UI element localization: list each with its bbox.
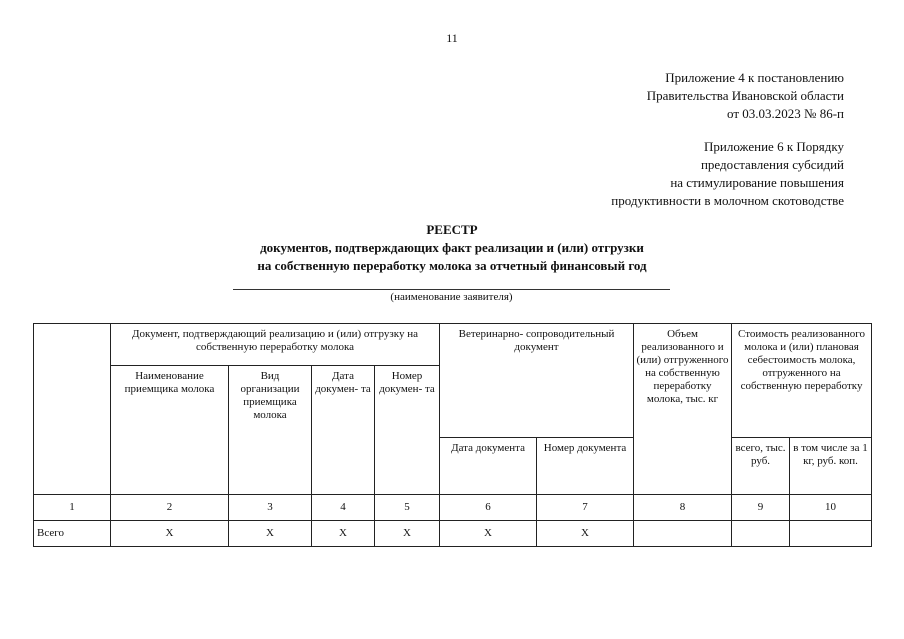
- header-doc-group: Документ, подтверждающий реализацию и (или) отгрузку на собственную переработку молока: [111, 324, 440, 366]
- column-number: 3: [229, 495, 312, 521]
- column-number: 5: [375, 495, 440, 521]
- appendix-line: Правительства Ивановской области: [646, 88, 844, 103]
- appendix-line: Приложение 6 к Порядку: [704, 139, 844, 154]
- total-row: [34, 521, 872, 547]
- column-number: 7: [537, 495, 634, 521]
- appendix-line: Приложение 4 к постановлению: [665, 70, 844, 85]
- column-number: 9: [732, 495, 790, 521]
- column-number: 4: [312, 495, 375, 521]
- column-numbers-row: [34, 495, 872, 521]
- header-per-kg: в том числе за 1 кг, руб. коп.: [790, 438, 872, 495]
- header-vet-date: Дата документа: [440, 438, 537, 495]
- total-cell: [732, 521, 790, 547]
- appendix-header-procedure: [611, 138, 844, 210]
- title-line: на собственную переработку молока за отчетный финансовый год: [257, 258, 647, 273]
- header-receiver: Наименование приемщика молока: [111, 366, 229, 495]
- document-title: [0, 221, 904, 275]
- total-cell: Х: [312, 521, 375, 547]
- column-number: 10: [790, 495, 872, 521]
- appendix-line: на стимулирование повышения: [670, 175, 844, 190]
- header-empty-cell: [34, 324, 111, 495]
- header-volume: Объем реализованного и (или) отгруженного на собственную переработку молока, тыс. кг: [634, 324, 732, 495]
- header-cost-group: Стоимость реализованного молока и (или) плановая себестоимость молока, отгруженного на собственную переработку: [732, 324, 872, 438]
- column-number: 2: [111, 495, 229, 521]
- total-cell: Х: [440, 521, 537, 547]
- column-number: 1: [34, 495, 111, 521]
- appendix-line: от 03.03.2023 № 86-п: [727, 106, 844, 121]
- applicant-caption: (наименование заявителя): [390, 291, 513, 303]
- header-vet-number: Номер документа: [537, 438, 634, 495]
- total-cell: Х: [111, 521, 229, 547]
- header-row-groups: [34, 324, 872, 366]
- title-line: документов, подтверждающих факт реализации и (или) отгрузки: [260, 240, 644, 255]
- header-vet-group: Ветеринарно- сопроводительный документ: [440, 324, 634, 438]
- page-number: 11: [446, 31, 458, 45]
- appendix-line: продуктивности в молочном скотоводстве: [611, 193, 844, 208]
- column-number: 8: [634, 495, 732, 521]
- total-cell: [790, 521, 872, 547]
- applicant-name-line: [233, 289, 670, 290]
- total-label: Всего: [34, 521, 111, 547]
- registry-table: [33, 323, 872, 547]
- header-org-type: Вид организации приемщика молока: [229, 366, 312, 495]
- total-cell: Х: [537, 521, 634, 547]
- column-number: 6: [440, 495, 537, 521]
- appendix-header-decree: [647, 69, 844, 123]
- header-total: всего, тыс. руб.: [732, 438, 790, 495]
- appendix-line: предоставления субсидий: [700, 157, 844, 172]
- total-cell: Х: [375, 521, 440, 547]
- header-doc-number: Номер докумен- та: [375, 366, 440, 495]
- header-doc-date: Дата докумен- та: [312, 366, 375, 495]
- title-line: РЕЕСТР: [426, 222, 478, 237]
- total-cell: [634, 521, 732, 547]
- total-cell: Х: [229, 521, 312, 547]
